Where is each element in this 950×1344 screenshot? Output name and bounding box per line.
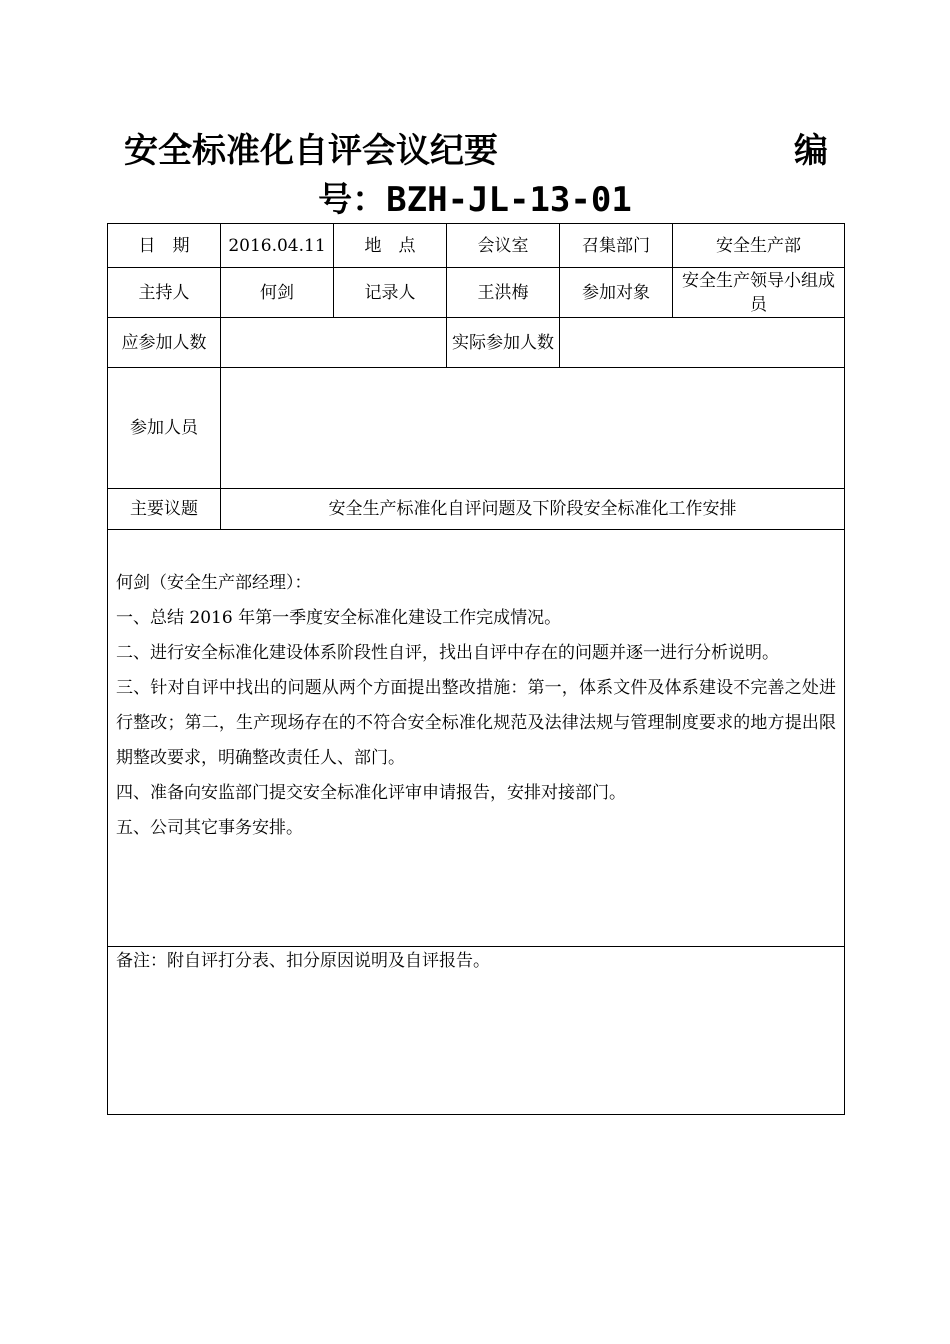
recorder-label: 记录人 — [334, 268, 447, 318]
location-label: 地 点 — [334, 224, 447, 268]
target-value: 安全生产领导小组成员 — [673, 268, 845, 318]
table-row — [108, 268, 845, 318]
date-label: 日 期 — [108, 224, 221, 268]
location-value: 会议室 — [447, 224, 560, 268]
table-row — [108, 489, 845, 530]
agenda-item: 一、总结 2016 年第一季度安全标准化建设工作完成情况。 — [116, 608, 562, 628]
attendees-value — [221, 368, 845, 489]
host-value: 何剑 — [221, 268, 334, 318]
table-row — [108, 368, 845, 489]
expected-count-value — [221, 318, 447, 368]
table-row — [108, 947, 845, 1115]
agenda-item: 三、针对自评中找出的问题从两个方面提出整改措施：第一，体系文件及体系建设不完善之处进行整改；第二，生产现场存在的不符合安全标准化规范及法律法规与管理制度要求的地方提出限期整改要求，明确整改责任人、部门。 — [116, 678, 836, 768]
notes-cell: 备注：附自评打分表、扣分原因说明及自评报告。 — [108, 947, 845, 1115]
target-label: 参加对象 — [560, 268, 673, 318]
actual-count-label: 实际参加人数 — [447, 318, 560, 368]
agenda-item: 四、准备向安监部门提交安全标准化评审申请报告，安排对接部门。 — [116, 783, 626, 803]
dept-label: 召集部门 — [560, 224, 673, 268]
agenda-item: 二、进行安全标准化建设体系阶段性自评，找出自评中存在的问题并逐一进行分析说明。 — [116, 643, 779, 663]
number-prefix: 编 — [794, 131, 828, 171]
agenda-item: 五、公司其它事务安排。 — [116, 818, 303, 838]
speaker-line: 何剑（安全生产部经理）： — [116, 573, 312, 593]
recorder-value: 王洪梅 — [447, 268, 560, 318]
expected-count-label: 应参加人数 — [108, 318, 221, 368]
table-row — [108, 318, 845, 368]
table-row — [108, 530, 845, 947]
document-title — [124, 128, 828, 174]
host-label: 主持人 — [108, 268, 221, 318]
actual-count-value — [560, 318, 845, 368]
table-row — [108, 224, 845, 268]
date-value: 2016.04.11 — [221, 224, 334, 268]
dept-value: 安全生产部 — [673, 224, 845, 268]
meeting-minutes-table — [107, 223, 845, 1115]
attendees-label: 参加人员 — [108, 368, 221, 489]
minutes-content — [108, 530, 845, 947]
topic-label: 主要议题 — [108, 489, 221, 530]
title-text: 安全标准化自评会议纪要 — [124, 131, 498, 171]
document-number: 号：BZH-JL-13-01 — [318, 180, 632, 220]
topic-value: 安全生产标准化自评问题及下阶段安全标准化工作安排 — [221, 489, 845, 530]
